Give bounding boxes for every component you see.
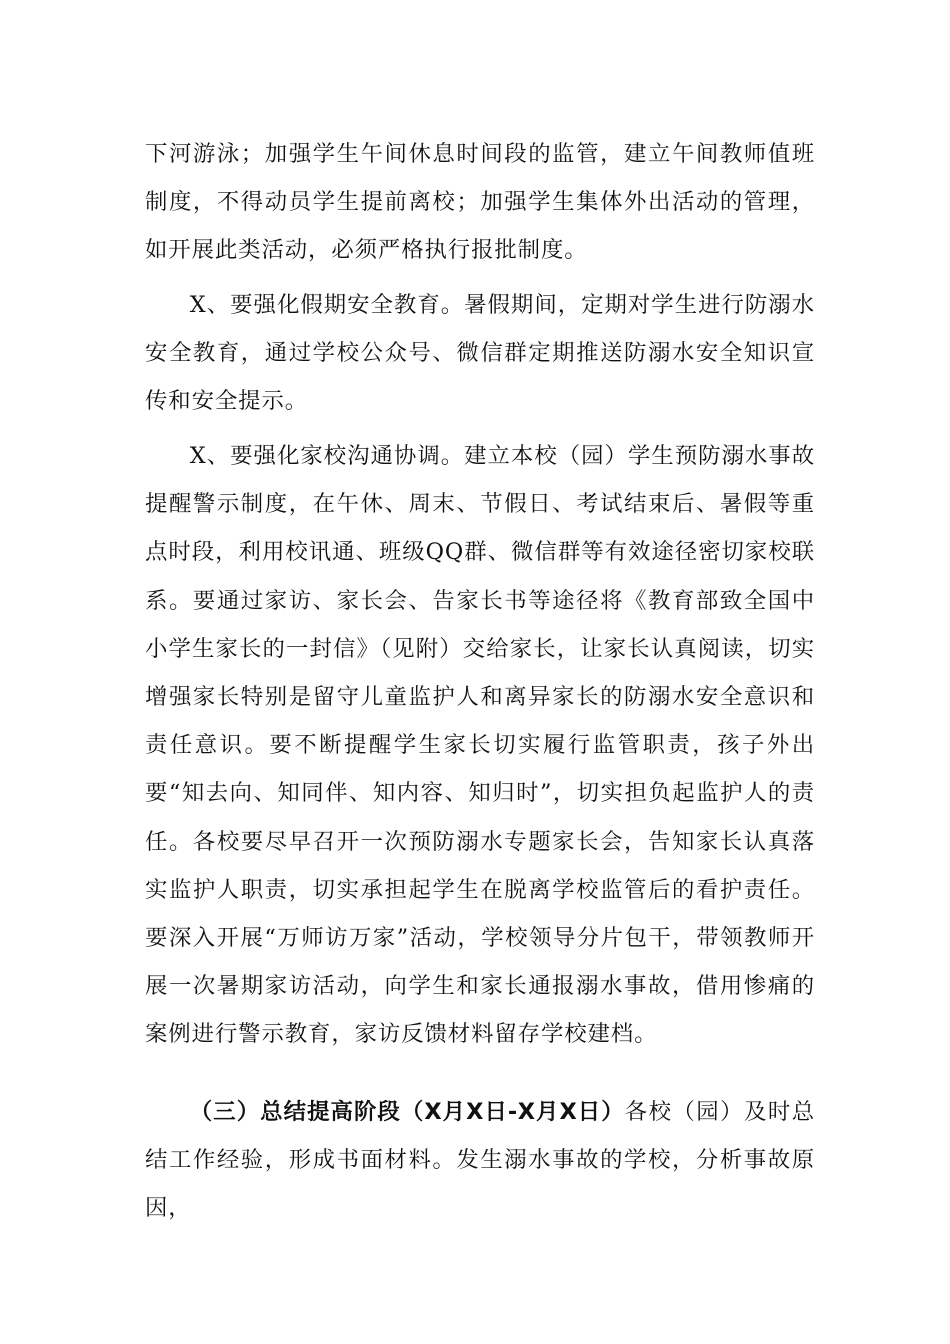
paragraph-continuation <box>145 130 815 275</box>
paragraph-home-school-communication <box>145 432 815 1059</box>
paragraph-text: X、要强化假期安全教育。暑假期间，定期对学生进行防溺水安全教育，通过学校公众号、微信群定期推送防溺水安全知识宣传和安全提示。 <box>145 292 815 415</box>
paragraph-text: 各校（园）及时总结工作经验，形成书面材料。发生溺水事故的学校，分析事故原因， <box>145 1099 815 1222</box>
paragraph-text: 下河游泳；加强学生午间休息时间段的监管，建立午间教师值班制度，不得动员学生提前离校；加强学生集体外出活动的管理，如开展此类活动，必须严格执行报批制度。 <box>145 141 815 264</box>
paragraph-summary-stage <box>145 1088 815 1233</box>
paragraph-summary <box>145 1088 815 1233</box>
paragraph-holiday-safety-education <box>145 281 815 426</box>
section-heading: （三）总结提高阶段（X月X日-X月X日） <box>189 1099 625 1125</box>
paragraph-text: X、要强化家校沟通协调。建立本校（园）学生预防溺水事故提醒警示制度，在午休、周末、节假日、考试结束后、暑假等重点时段，利用校讯通、班级QQ群、微信群等有效途径密切家校联系。要通过家访、家长会、告家长书等途径将《教育部致全国中小学生家长的一封信》（见附）交给家长，让家长认真阅读，切实增强家长特别是留守儿童监护人和离异家长的防溺水安全意识和责任意识。要不断提醒学生家长切实履行监管职责，孩子外出要“知去向、知同伴、知内容、知归时”，切实担负起监护人的责任。各校要尽早召开一次预防溺水专题家长会，告知家长认真落实监护人职责，切实承担起学生在脱离学校监管后的看护责任。要深入开展“万师访万家”活动，学校领导分片包干，带领教师开展一次暑期家访活动，向学生和家长通报溺水事故，借用惨痛的案例进行警示教育，家访反馈材料留存学校建档。 <box>145 443 815 1048</box>
